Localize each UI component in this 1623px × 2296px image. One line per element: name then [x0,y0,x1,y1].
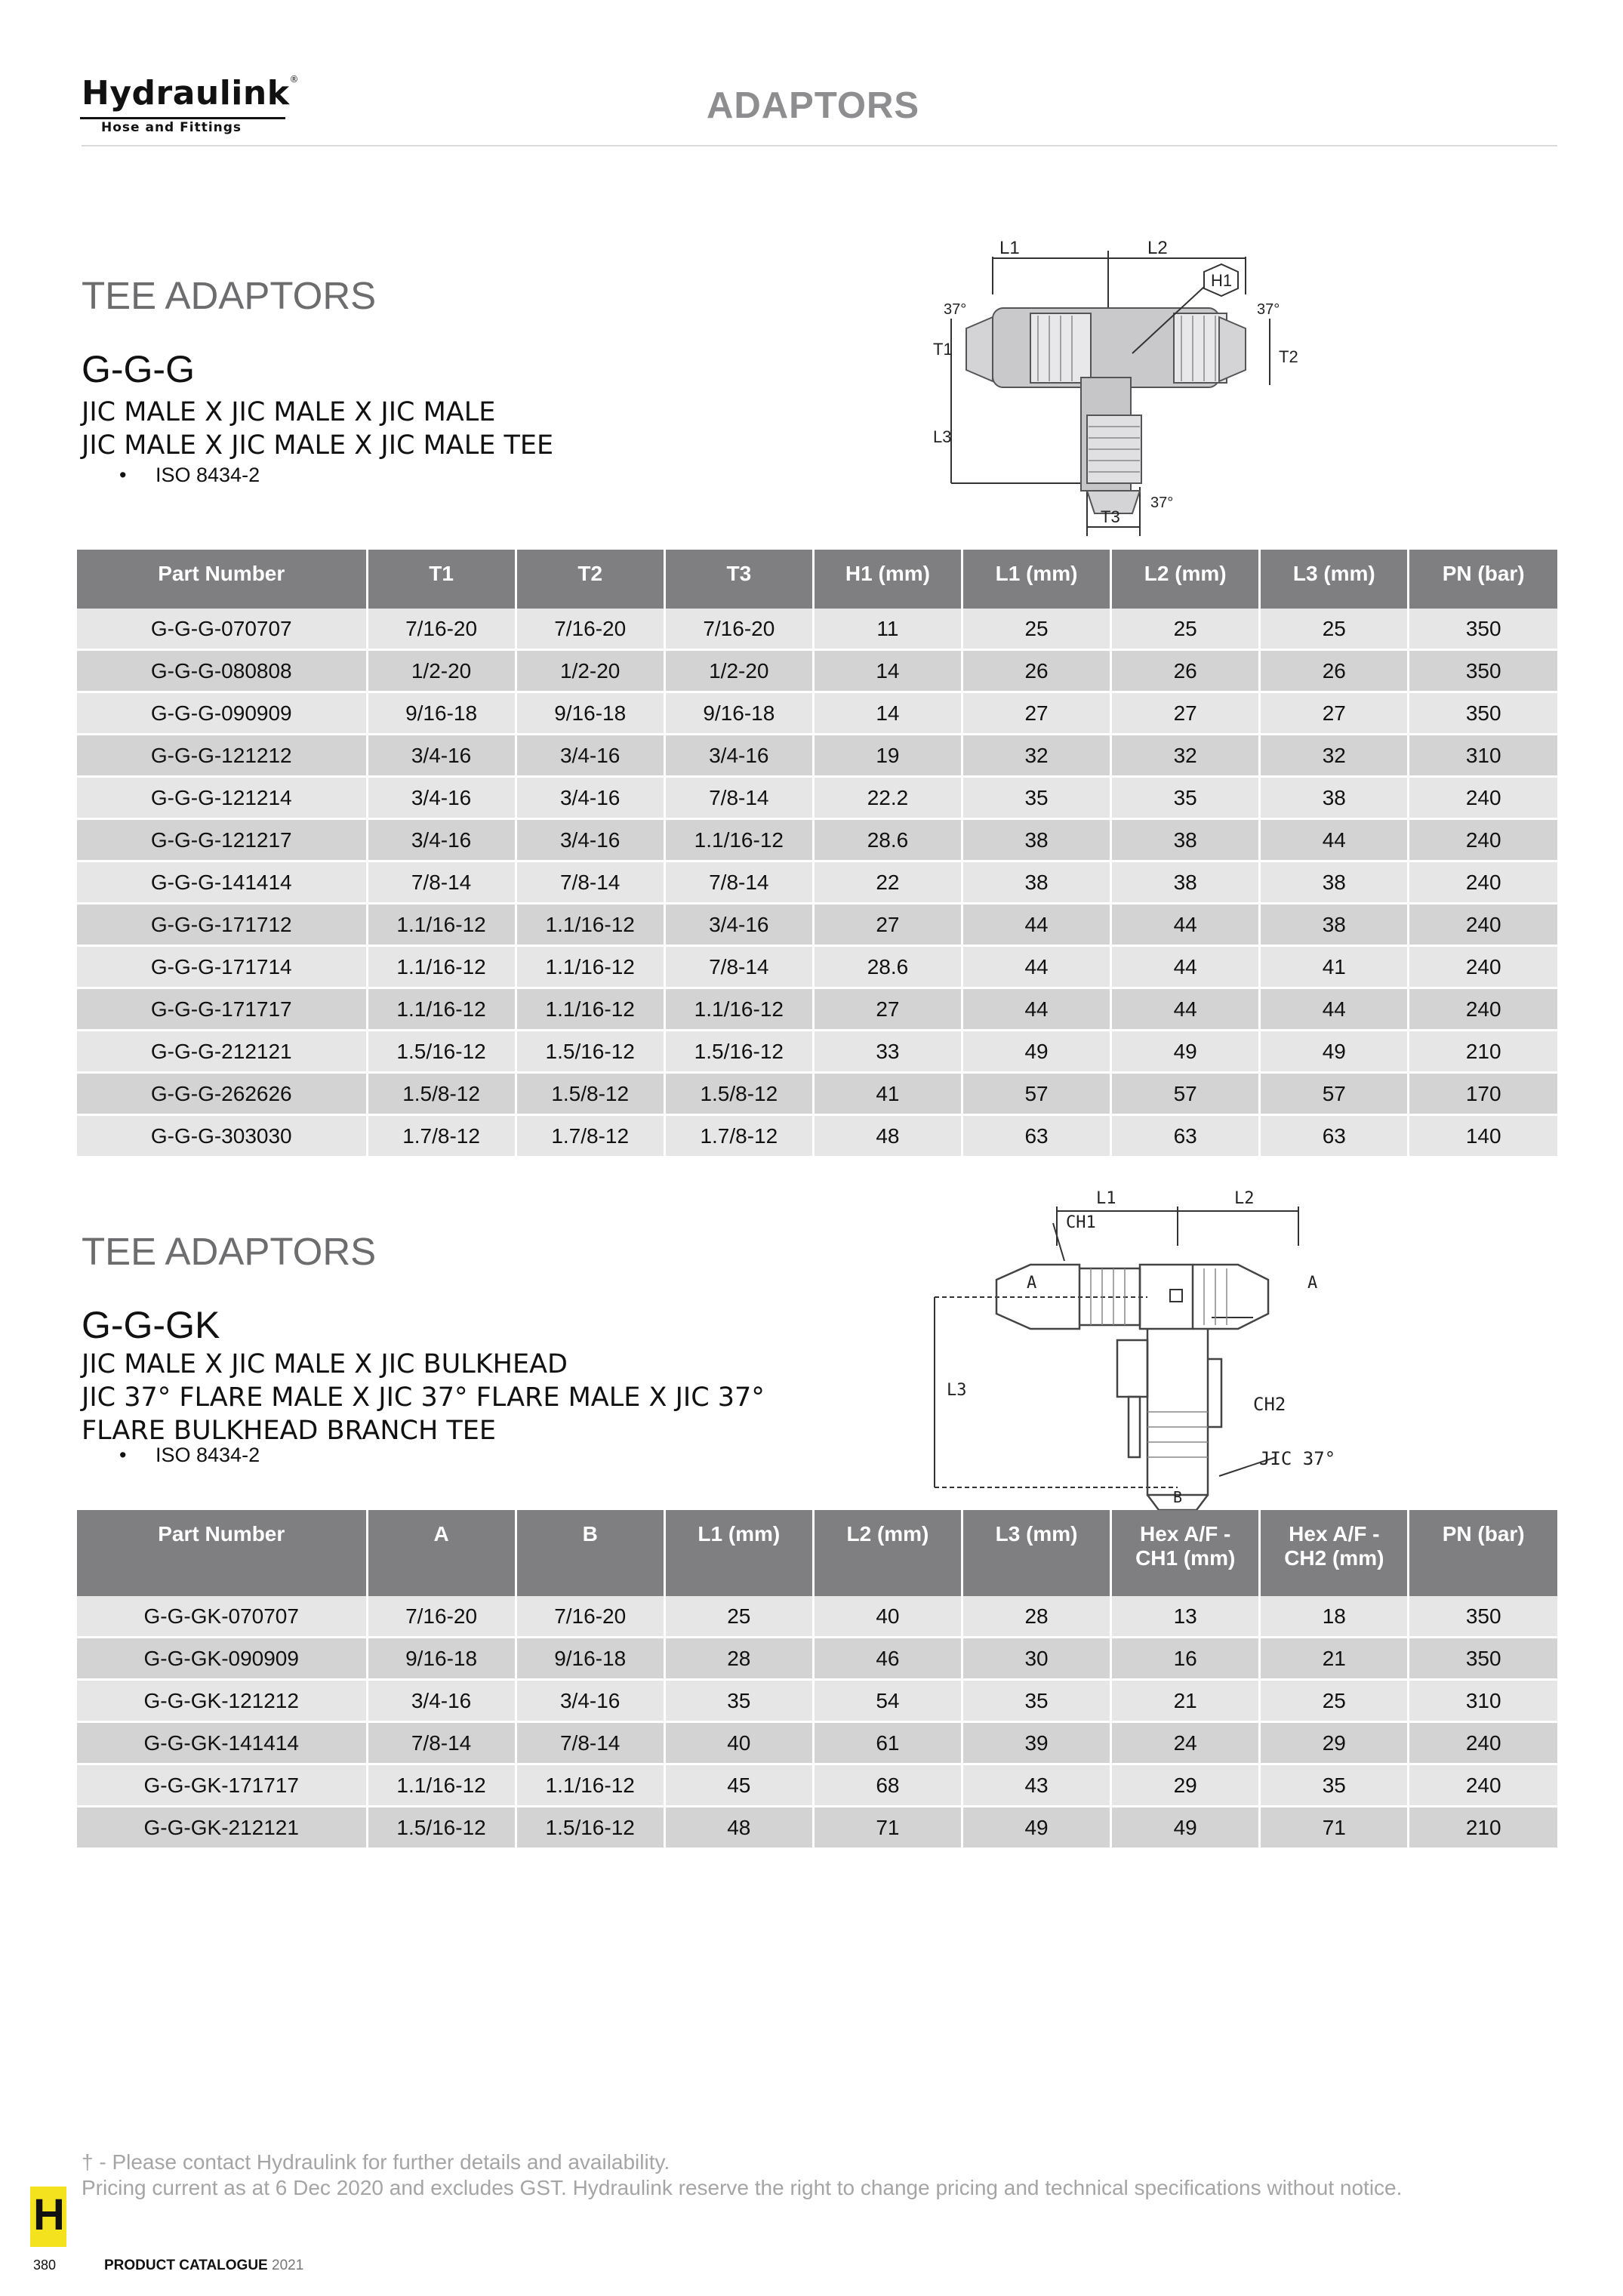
table-cell: 48 [664,1807,813,1849]
page-title: ADAPTORS [707,85,920,126]
table-row [77,904,1557,946]
table-cell: 1.5/16-12 [367,1031,516,1073]
brand-logo [82,74,299,112]
table-cell: 310 [1409,1680,1557,1722]
table-cell: 350 [1409,1638,1557,1680]
table-row [77,1807,1557,1849]
table-cell: 14 [813,692,962,735]
table-cell: 1.7/8-12 [516,1115,664,1157]
table-row [77,1031,1557,1073]
table-cell: 7/8-14 [367,861,516,904]
table-cell: 1/2-20 [516,650,664,692]
table-cell: 3/4-16 [367,1680,516,1722]
angle-left-label: 37° [944,301,967,318]
bulkhead-tee-diagram [921,1185,1344,1510]
table-cell: 1.5/16-12 [664,1031,813,1073]
table-cell: 49 [1260,1031,1409,1073]
table-cell: 7/16-20 [664,609,813,650]
column-header: T1 [367,550,516,609]
table-cell: 240 [1409,946,1557,988]
table-cell: 25 [962,609,1111,650]
table-cell: 9/16-18 [367,692,516,735]
column-header: PN (bar) [1409,1510,1557,1596]
table-cell: 1.5/8-12 [367,1073,516,1115]
table-cell: 63 [962,1115,1111,1157]
table-cell: 44 [1260,988,1409,1031]
table-cell: 350 [1409,609,1557,650]
table-cell: 68 [813,1764,962,1807]
table-cell: 1.5/8-12 [516,1073,664,1115]
section2-desc-line: FLARE BULKHEAD BRANCH TEE [82,1416,496,1446]
table-cell: 35 [962,777,1111,819]
part-number-cell: G-G-GK-121212 [77,1680,367,1722]
table-cell: 29 [1111,1764,1260,1807]
column-header: T2 [516,550,664,609]
tee-adaptor-diagram [906,227,1329,536]
table-cell: 210 [1409,1807,1557,1849]
table-cell: 44 [962,946,1111,988]
table-cell: 1.1/16-12 [367,946,516,988]
table-header-row [77,550,1557,609]
column-header: L1 (mm) [664,1510,813,1596]
table-cell: 350 [1409,650,1557,692]
table-cell: 1.5/16-12 [516,1031,664,1073]
bullet-dot-icon: • [119,464,127,486]
table-cell: 240 [1409,819,1557,861]
table-cell: 310 [1409,735,1557,777]
dim-h1-label: H1 [1211,271,1233,290]
table-cell: 1.1/16-12 [516,988,664,1031]
table-cell: 35 [1260,1764,1409,1807]
table-row [77,777,1557,819]
angle-bottom-label: 37° [1150,495,1174,511]
section1-spec-table [77,550,1557,1158]
table-cell: 1/2-20 [367,650,516,692]
column-header: Part Number [77,1510,367,1596]
part-number-cell: G-G-G-171714 [77,946,367,988]
table-cell: 25 [664,1596,813,1638]
table-cell: 16 [1111,1638,1260,1680]
table-cell: 9/16-18 [516,692,664,735]
table-cell: 1.1/16-12 [367,988,516,1031]
table-cell: 33 [813,1031,962,1073]
part-number-cell: G-G-G-070707 [77,609,367,650]
table-cell: 240 [1409,988,1557,1031]
table-cell: 26 [962,650,1111,692]
brand-registered-mark: ® [289,74,299,85]
table-cell: 27 [962,692,1111,735]
dim-t2-label: T2 [1279,347,1298,366]
table-cell: 1.1/16-12 [516,1764,664,1807]
table-cell: 25 [1260,609,1409,650]
table-cell: 57 [962,1073,1111,1115]
table-cell: 7/8-14 [516,861,664,904]
table-cell: 1.1/16-12 [516,946,664,988]
section2-code: G-G-GK [82,1304,220,1346]
table-cell: 27 [813,904,962,946]
table-cell: 57 [1260,1073,1409,1115]
angle-right-label: 37° [1257,301,1280,318]
column-header: A [367,1510,516,1596]
logo-underline [80,117,285,119]
part-number-cell: G-G-G-090909 [77,692,367,735]
table-cell: 38 [962,861,1111,904]
part-number-cell: G-G-G-121212 [77,735,367,777]
table-cell: 240 [1409,1764,1557,1807]
table-cell: 7/16-20 [367,609,516,650]
table-row [77,1638,1557,1680]
table-row [77,692,1557,735]
table-cell: 3/4-16 [516,1680,664,1722]
column-header: H1 (mm) [813,550,962,609]
jic-angle-label: JIC 37° [1259,1448,1336,1469]
section2-bullet-text: ISO 8434-2 [156,1444,260,1466]
section1-desc-line: JIC MALE X JIC MALE X JIC MALE [82,397,496,427]
table-cell: 7/16-20 [367,1596,516,1638]
table-cell: 3/4-16 [664,735,813,777]
table-cell: 38 [1111,861,1260,904]
table-cell: 3/4-16 [664,904,813,946]
table-cell: 48 [813,1115,962,1157]
table-cell: 24 [1111,1722,1260,1764]
section2-desc-line: JIC 37° FLARE MALE X JIC 37° FLARE MALE X JIC 37° [82,1382,765,1413]
part-number-cell: G-G-GK-212121 [77,1807,367,1849]
table-cell: 61 [813,1722,962,1764]
bullet-dot-icon: • [119,1444,127,1466]
section2-spec-table [77,1510,1557,1850]
brand-subtitle: Hose and Fittings [101,120,242,135]
dim-l3-label: L3 [947,1381,967,1400]
page-number: 380 [33,2257,57,2273]
table-cell: 3/4-16 [516,777,664,819]
part-number-cell: G-G-G-121214 [77,777,367,819]
column-header: L3 (mm) [1260,550,1409,609]
table-row [77,1596,1557,1638]
table-cell: 49 [1111,1031,1260,1073]
header-divider [82,145,1557,146]
table-cell: 45 [664,1764,813,1807]
table-cell: 7/8-14 [664,861,813,904]
table-cell: 26 [1260,650,1409,692]
table-cell: 3/4-16 [516,735,664,777]
table-cell: 44 [1111,946,1260,988]
catalogue-label [104,2257,303,2274]
table-cell: 22 [813,861,962,904]
table-row [77,988,1557,1031]
part-number-cell: G-G-GK-070707 [77,1596,367,1638]
h-logo-icon: H [33,2190,65,2239]
table-cell: 28 [962,1596,1111,1638]
table-cell: 38 [1260,777,1409,819]
table-cell: 63 [1111,1115,1260,1157]
dim-t3-label: T3 [1101,507,1120,526]
table-cell: 43 [962,1764,1111,1807]
table-cell: 9/16-18 [367,1638,516,1680]
table-header-row [77,1510,1557,1596]
table-cell: 9/16-18 [664,692,813,735]
table-row [77,1764,1557,1807]
table-cell: 240 [1409,1722,1557,1764]
table-cell: 27 [813,988,962,1031]
table-cell: 3/4-16 [367,819,516,861]
table-cell: 7/8-14 [516,1722,664,1764]
table-cell: 27 [1111,692,1260,735]
table-row [77,650,1557,692]
table-cell: 38 [962,819,1111,861]
section2-bullet [119,1444,260,1467]
section1-bullet [119,464,260,487]
table-cell: 1/2-20 [664,650,813,692]
section1-desc-line: JIC MALE X JIC MALE X JIC MALE TEE [82,430,554,461]
table-cell: 35 [962,1680,1111,1722]
dim-t1-label: T1 [933,340,953,359]
table-cell: 44 [1260,819,1409,861]
table-cell: 3/4-16 [367,735,516,777]
table-row [77,1680,1557,1722]
table-cell: 240 [1409,777,1557,819]
table-cell: 7/8-14 [664,777,813,819]
brand-name: Hydraulink [82,74,290,112]
catalogue-year: 2021 [272,2257,304,2273]
table-cell: 63 [1260,1115,1409,1157]
table-cell: 210 [1409,1031,1557,1073]
table-cell: 41 [813,1073,962,1115]
table-cell: 3/4-16 [367,777,516,819]
table-cell: 7/16-20 [516,609,664,650]
table-row [77,861,1557,904]
table-cell: 350 [1409,692,1557,735]
table-cell: 13 [1111,1596,1260,1638]
table-cell: 1.5/8-12 [664,1073,813,1115]
table-cell: 41 [1260,946,1409,988]
table-cell: 21 [1260,1638,1409,1680]
dim-l1-label: L1 [1096,1189,1116,1208]
column-header: Hex A/F - CH1 (mm) [1111,1510,1260,1596]
table-cell: 54 [813,1680,962,1722]
table-cell: 7/8-14 [664,946,813,988]
section1-table-body [77,609,1557,1157]
part-number-cell: G-G-GK-090909 [77,1638,367,1680]
thread-a-left-label: A [1027,1274,1037,1293]
part-number-cell: G-G-GK-171717 [77,1764,367,1807]
table-row [77,946,1557,988]
catalogue-name: PRODUCT CATALOGUE [104,2257,268,2273]
table-cell: 49 [1111,1807,1260,1849]
table-cell: 28.6 [813,946,962,988]
table-cell: 57 [1111,1073,1260,1115]
table-cell: 1.1/16-12 [664,988,813,1031]
table-cell: 44 [962,904,1111,946]
footnote-availability: † - Please contact Hydraulink for further details and availability. [82,2150,670,2174]
section2-table-body [77,1596,1557,1849]
table-cell: 32 [962,735,1111,777]
column-header: L2 (mm) [813,1510,962,1596]
table-cell: 25 [1111,609,1260,650]
section1-bullet-text: ISO 8434-2 [156,464,260,486]
table-cell: 19 [813,735,962,777]
column-header: PN (bar) [1409,550,1557,609]
table-cell: 240 [1409,861,1557,904]
dim-l2-label: L2 [1147,238,1168,258]
dim-l2-label: L2 [1234,1189,1255,1208]
table-row [77,1073,1557,1115]
part-number-cell: G-G-G-121217 [77,819,367,861]
table-cell: 38 [1111,819,1260,861]
table-cell: 29 [1260,1722,1409,1764]
part-number-cell: G-G-G-262626 [77,1073,367,1115]
dim-ch1-label: CH1 [1066,1213,1096,1232]
table-cell: 71 [813,1807,962,1849]
table-cell: 1.1/16-12 [367,1764,516,1807]
table-cell: 44 [1111,904,1260,946]
table-cell: 27 [1260,692,1409,735]
table-cell: 21 [1111,1680,1260,1722]
table-cell: 30 [962,1638,1111,1680]
table-cell: 71 [1260,1807,1409,1849]
column-header: L3 (mm) [962,1510,1111,1596]
table-cell: 40 [664,1722,813,1764]
table-row [77,819,1557,861]
part-number-cell: G-G-G-212121 [77,1031,367,1073]
table-row [77,1722,1557,1764]
section2-description [82,1348,765,1447]
part-number-cell: G-G-G-171712 [77,904,367,946]
table-cell: 22.2 [813,777,962,819]
table-cell: 38 [1260,861,1409,904]
table-cell: 40 [813,1596,962,1638]
dim-ch2-label: CH2 [1253,1394,1286,1415]
section1-description [82,396,553,462]
table-cell: 18 [1260,1596,1409,1638]
table-cell: 25 [1260,1680,1409,1722]
table-cell: 32 [1260,735,1409,777]
table-cell: 170 [1409,1073,1557,1115]
table-cell: 28.6 [813,819,962,861]
column-header: T3 [664,550,813,609]
table-cell: 350 [1409,1596,1557,1638]
table-cell: 1.1/16-12 [367,904,516,946]
thread-b-label: B [1173,1488,1183,1506]
table-cell: 140 [1409,1115,1557,1157]
table-cell: 7/16-20 [516,1596,664,1638]
table-cell: 240 [1409,904,1557,946]
column-header: L2 (mm) [1111,550,1260,609]
table-row [77,1115,1557,1157]
table-cell: 1.1/16-12 [664,819,813,861]
table-cell: 46 [813,1638,962,1680]
table-cell: 26 [1111,650,1260,692]
table-cell: 3/4-16 [516,819,664,861]
dim-l1-label: L1 [999,238,1020,258]
table-cell: 28 [664,1638,813,1680]
table-cell: 44 [962,988,1111,1031]
column-header: Part Number [77,550,367,609]
table-cell: 49 [962,1807,1111,1849]
table-cell: 49 [962,1031,1111,1073]
dim-l3-label: L3 [933,427,952,446]
table-cell: 38 [1260,904,1409,946]
table-cell: 9/16-18 [516,1638,664,1680]
table-row [77,609,1557,650]
table-cell: 39 [962,1722,1111,1764]
part-number-cell: G-G-GK-141414 [77,1722,367,1764]
table-cell: 44 [1111,988,1260,1031]
table-cell: 32 [1111,735,1260,777]
part-number-cell: G-G-G-303030 [77,1115,367,1157]
table-cell: 1.5/16-12 [367,1807,516,1849]
table-cell: 14 [813,650,962,692]
table-row [77,735,1557,777]
part-number-cell: G-G-G-141414 [77,861,367,904]
table-cell: 35 [664,1680,813,1722]
table-cell: 1.1/16-12 [516,904,664,946]
thread-a-right-label: A [1307,1274,1318,1293]
part-number-cell: G-G-G-171717 [77,988,367,1031]
table-cell: 1.7/8-12 [664,1115,813,1157]
footnote-pricing: Pricing current as at 6 Dec 2020 and excludes GST. Hydraulink reserve the right to change pricing and technical specifications without notice. [82,2176,1403,2199]
section1-title: TEE ADAPTORS [82,274,377,317]
table-cell: 7/8-14 [367,1722,516,1764]
column-header: L1 (mm) [962,550,1111,609]
part-number-cell: G-G-G-080808 [77,650,367,692]
section2-desc-line: JIC MALE X JIC MALE X JIC BULKHEAD [82,1349,568,1379]
column-header: Hex A/F - CH2 (mm) [1260,1510,1409,1596]
table-cell: 1.5/16-12 [516,1807,664,1849]
table-cell: 1.7/8-12 [367,1115,516,1157]
table-cell: 35 [1111,777,1260,819]
table-cell: 11 [813,609,962,650]
column-header: B [516,1510,664,1596]
section2-title: TEE ADAPTORS [82,1230,377,1273]
section1-code: G-G-G [82,348,195,390]
